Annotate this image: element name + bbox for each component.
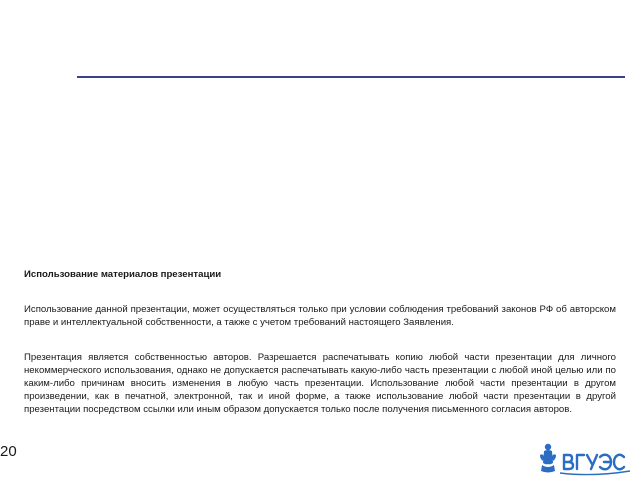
notice-heading: Использование материалов презентации <box>24 269 222 280</box>
vgues-logo-icon <box>538 441 634 477</box>
notice-paragraph-1: Использование данной презентации, может осуществляться только при условии соблюдения требований законов РФ об авторском праве и интеллектуальной собственности, а также с учетом требований настоящего Заявления. <box>24 304 616 328</box>
header-divider <box>77 76 625 78</box>
notice-body <box>24 268 616 416</box>
university-logo <box>538 441 634 477</box>
notice-paragraph-2: Презентация является собственностью авторов. Разрешается распечатывать копию любой части презентации для личного некоммерческого использования, однако не допускается распечатывать какую-либо часть презентации с любой иной целью или по каким-либо причинам вносить изменения в любую часть презентации. Использование любой части презентации в другом произведении, как в печатной, электронной, так и иной форме, а также использование любой части презентации в другой презентации посредством ссылки или иным образом допускается только после получения письменного согласия авторов. <box>24 352 616 415</box>
slide-number: 20 <box>0 443 17 460</box>
